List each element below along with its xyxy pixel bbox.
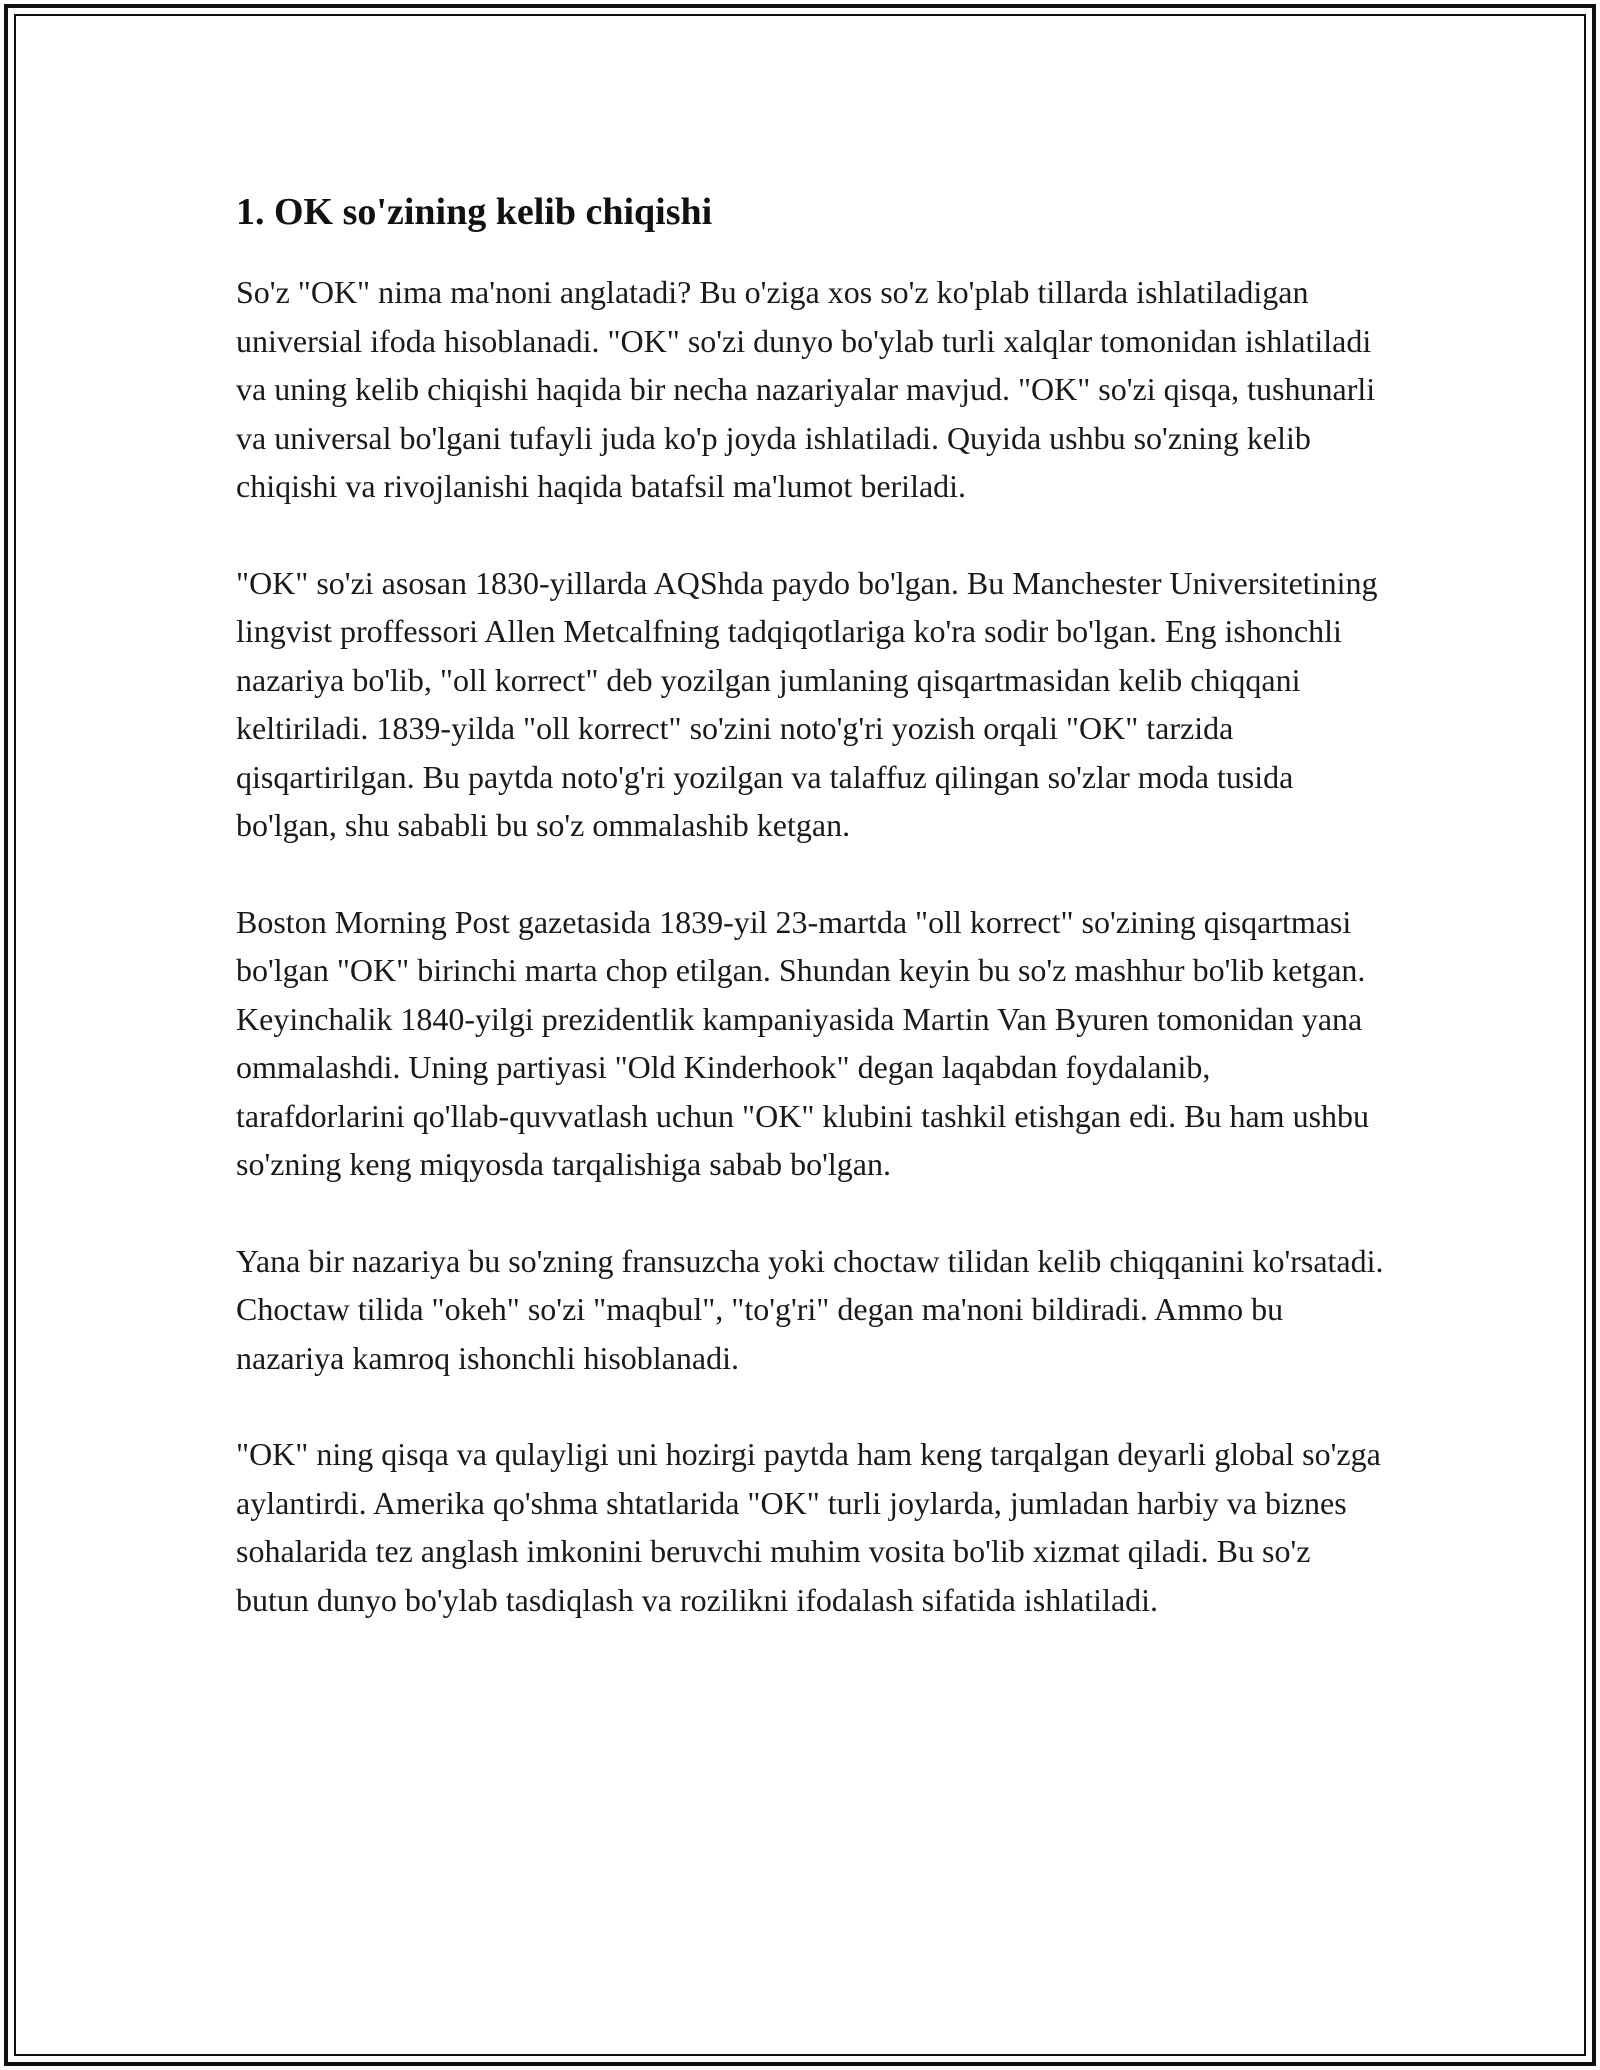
paragraph-intro: So'z "OK" nima ma'noni anglatadi? Bu o'ziga xos so'z ko'plab tillarda ishlatiladigan universial ifoda hisoblanadi. "OK" so'zi dunyo bo'ylab turli xalqlar tomonidan ishlatiladi va uning kelib chiqishi haqida bir necha nazariyalar mavjud. "OK" so'zi qisqa, tushunarli va universal bo'lgani tufayli juda ko'p joyda ishlatiladi. Quyida ushbu so'zning kelib chiqishi va rivojlanishi haqida batafsil ma'lumot beriladi. [236,274,1376,504]
section-heading: 1. OK so'zining kelib chiqishi [236,191,713,233]
paragraph-origin: "OK" so'zi asosan 1830-yillarda AQShda paydo bo'lgan. Bu Manchester Universitetining lingvist proffessori Allen Metcalfning tadqiqotlariga ko'ra sodir bo'lgan. Eng ishonchli nazariya bo'lib, "oll korrect" deb yozilgan jumlaning qisqartmasidan kelib chiqqani keltiriladi. 1839-yilda "oll korrect" so'zini noto'g'ri yozish orqali "OK" tarzida qisqartirilgan. Bu paytda noto'g'ri yozilgan va talaffuz qilingan so'zlar moda tusida bo'lgan, shu sababli bu so'z ommalashib ketgan. [236,564,1378,843]
paragraph-choctaw-theory: Yana bir nazariya bu so'zning fransuzcha yoki choctaw tilidan kelib chiqqanini ko'rsatadi. Choctaw tilida "okeh" so'zi "maqbul", "to'g'ri" degan ma'noni bildiradi. Ammo bu nazariya kamroq ishonchli hisoblanadi. [236,1242,1384,1376]
paragraph-boston-post: Boston Morning Post gazetasida 1839-yil 23-martda "oll korrect" so'zining qisqartmasi bo'lgan "OK" birinchi marta chop etilgan. Shundan keyin bu so'z mashhur bo'lib ketgan. Keyinchalik 1840-yilgi prezidentlik kampaniyasida Martin Van Byuren tomonidan yana ommalashdi. Uning partiyasi "Old Kinderhook" degan laqabdan foydalanib, tarafdorlarini qo'llab-quvvatlash uchun "OK" klubini tashkil etishgan edi. Bu ham ushbu so'zning keng miqyosda tarqalishiga sabab bo'lgan. [236,903,1370,1182]
paragraph-modern-usage: "OK" ning qisqa va qulayligi uni hozirgi paytda ham keng tarqalgan deyarli global so'zga aylantirdi. Amerika qo'shma shtatlarida "OK" turli joylarda, jumladan harbiy va biznes sohalarida tez anglash imkonini beruvchi muhim vosita bo'lib xizmat qiladi. Bu so'z butun dunyo bo'ylab tasdiqlash va rozilikni ifodalash sifatida ishlatiladi. [236,1436,1381,1618]
document-body [236,186,1384,1672]
